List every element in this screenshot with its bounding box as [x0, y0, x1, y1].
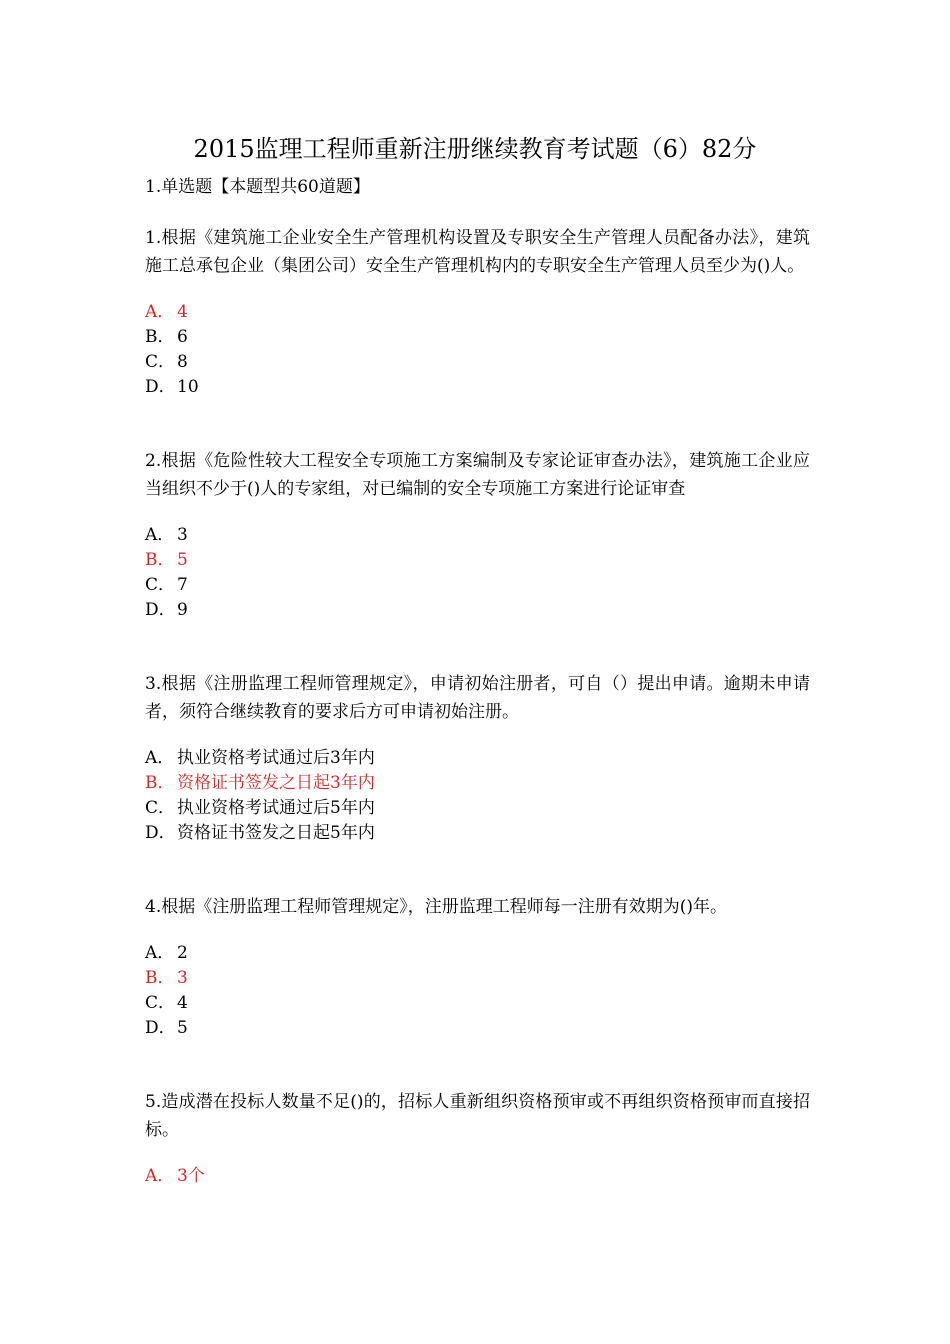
- option-list: [145, 1164, 810, 1189]
- option-b-correct: B． 资格证书签发之日起3年内: [145, 773, 375, 793]
- question-text: 3.根据《注册监理工程师管理规定》，申请初始注册者，可自（）提出申请。逾期未申请者，须符合继续教育的要求后方可申请初始注册。: [145, 674, 810, 722]
- option-a-correct: A． 3个: [145, 1166, 205, 1186]
- page-title: 2015监理工程师重新注册继续教育考试题（6）82分: [193, 135, 757, 163]
- spacer: [145, 846, 810, 893]
- option-b: B． 6: [145, 327, 188, 347]
- option-list: [145, 300, 810, 400]
- question-4: [145, 893, 810, 1041]
- option-list: [145, 746, 810, 846]
- option-b-correct: B． 5: [145, 550, 188, 570]
- option-a: A． 3: [145, 525, 188, 545]
- spacer: [145, 623, 810, 670]
- option-d: D．5: [145, 1018, 188, 1038]
- question-3: [145, 670, 810, 846]
- question-text: 4.根据《注册监理工程师管理规定》，注册监理工程师每一注册有效期为()年。: [145, 897, 727, 917]
- question-text: 2.根据《危险性较大工程安全专项施工方案编制及专家论证审查办法》，建筑施工企业应当组织不少于()人的专家组，对已编制的安全专项施工方案进行论证审查: [145, 451, 810, 499]
- question-5: [145, 1088, 810, 1189]
- question-text: 1.根据《建筑施工企业安全生产管理机构设置及专职安全生产管理人员配备办法》，建筑施工总承包企业（集团公司）安全生产管理机构内的专职安全生产管理人员至少为()人。: [145, 228, 810, 276]
- option-c: C． 7: [145, 575, 188, 595]
- option-list: [145, 941, 810, 1041]
- option-a: A． 2: [145, 943, 188, 963]
- option-d: D．资格证书签发之日起5年内: [145, 823, 375, 843]
- option-c: C． 8: [145, 352, 188, 372]
- section-heading: 1.单选题【本题型共60道题】: [145, 177, 370, 197]
- spacer: [145, 1041, 810, 1088]
- option-d: D．10: [145, 377, 199, 397]
- option-c: C． 执业资格考试通过后5年内: [145, 798, 375, 818]
- spacer: [145, 400, 810, 447]
- option-a: A． 执业资格考试通过后3年内: [145, 748, 375, 768]
- option-a-correct: A． 4: [145, 302, 188, 322]
- option-d: D．9: [145, 600, 188, 620]
- question-1: [145, 224, 810, 400]
- option-c: C． 4: [145, 993, 188, 1013]
- option-list: [145, 523, 810, 623]
- question-list: [145, 224, 810, 1189]
- option-b-correct: B． 3: [145, 968, 188, 988]
- question-2: [145, 447, 810, 623]
- question-text: 5.造成潜在投标人数量不足()的，招标人重新组织资格预审或不再组织资格预审而直接招标。: [145, 1092, 810, 1140]
